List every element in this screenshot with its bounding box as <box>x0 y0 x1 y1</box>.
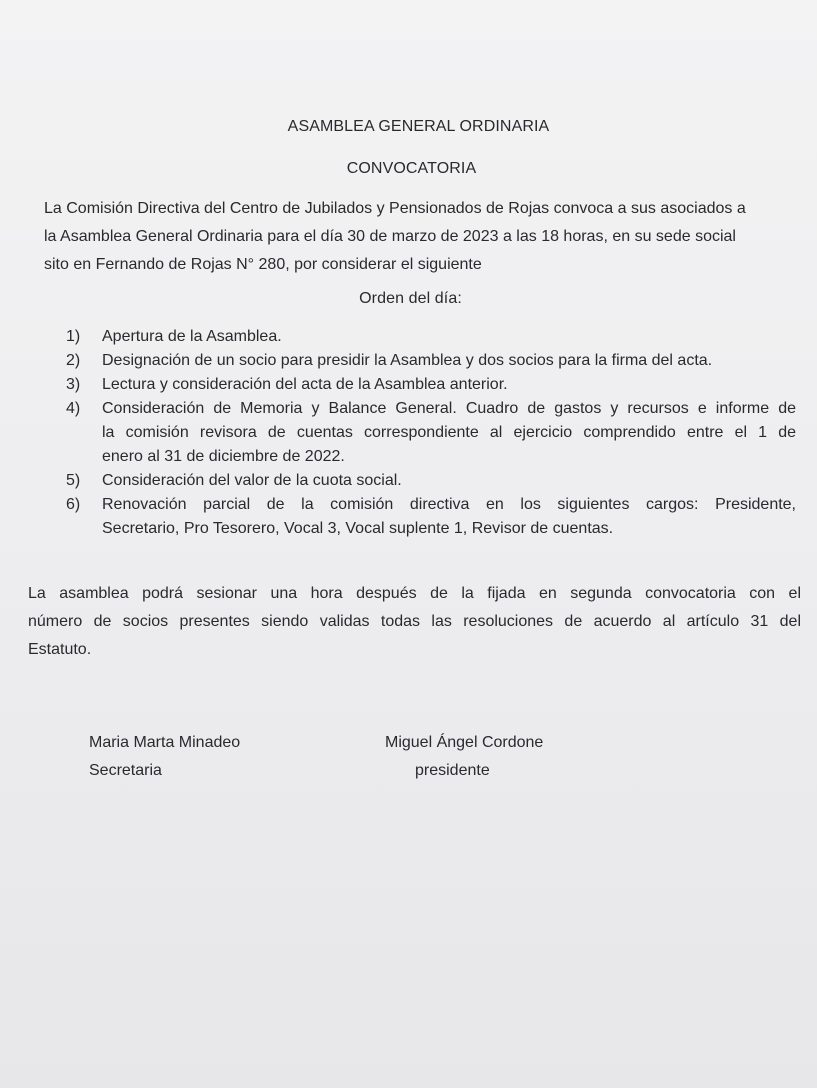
agenda-item <box>66 469 796 493</box>
agenda-item-number: 3) <box>66 376 81 393</box>
agenda-item-line: Apertura de la Asamblea. <box>102 328 282 345</box>
agenda-item-line: Consideración de Memoria y Balance General. Cuadro de gastos y recursos e informe de <box>102 400 796 417</box>
signature-name: Miguel Ángel Cordone <box>385 734 544 751</box>
agenda-item-line: Consideración del valor de la cuota social. <box>102 472 402 489</box>
agenda-item-text <box>102 373 796 397</box>
closing-line: número de socios presentes siendo validas todas las resoluciones de acuerdo al artículo 31 del <box>28 613 801 630</box>
agenda-item-line: Designación de un socio para presidir la Asamblea y dos socios para la firma del acta. <box>102 352 713 369</box>
signature-block-president <box>385 729 543 785</box>
agenda-list <box>66 325 796 541</box>
agenda-item-text <box>102 325 796 349</box>
agenda-item <box>66 325 796 349</box>
agenda-item <box>66 349 796 373</box>
document-subtitle: CONVOCATORIA <box>346 160 477 177</box>
agenda-item-number: 2) <box>66 352 81 369</box>
intro-line: sito en Fernando de Rojas N° 280, por considerar el siguiente <box>44 256 482 273</box>
signature-role: presidente <box>415 762 490 779</box>
intro-line: la Asamblea General Ordinaria para el día 30 de marzo de 2023 a las 18 horas, en su sede social <box>44 228 736 245</box>
intro-paragraph <box>44 195 789 279</box>
agenda-item-line: Secretario, Pro Tesorero, Vocal 3, Vocal suplente 1, Revisor de cuentas. <box>102 520 614 537</box>
agenda-item <box>66 397 796 469</box>
agenda-item-number: 5) <box>66 472 81 489</box>
agenda-item-text <box>102 397 796 469</box>
document-title: ASAMBLEA GENERAL ORDINARIA <box>287 118 550 135</box>
agenda-item-text <box>102 349 796 373</box>
signature-name: Maria Marta Minadeo <box>89 734 241 751</box>
signature-role: Secretaria <box>89 762 162 779</box>
closing-line: La asamblea podrá sesionar una hora después de la fijada en segunda convocatoria con el <box>28 585 801 602</box>
agenda-item-line: enero al 31 de diciembre de 2022. <box>102 448 345 465</box>
agenda-item-line: Renovación parcial de la comisión directiva en los siguientes cargos: Presidente, <box>102 496 796 513</box>
agenda-item-line: la comisión revisora de cuentas correspondiente al ejercicio comprendido entre el 1 de <box>102 424 796 441</box>
agenda-item-text <box>102 493 796 541</box>
agenda-heading: Orden del día: <box>359 290 462 307</box>
agenda-item-number: 1) <box>66 328 81 345</box>
intro-line: La Comisión Directiva del Centro de Jubilados y Pensionados de Rojas convoca a sus asociados a <box>44 200 746 217</box>
agenda-item <box>66 373 796 397</box>
closing-paragraph <box>28 580 801 664</box>
signature-block-secretary <box>89 729 240 785</box>
agenda-item-text <box>102 469 796 493</box>
agenda-item-line: Lectura y consideración del acta de la Asamblea anterior. <box>102 376 508 393</box>
agenda-item-number: 4) <box>66 400 81 417</box>
closing-line: Estatuto. <box>28 641 92 658</box>
agenda-item-number: 6) <box>66 496 81 513</box>
agenda-item <box>66 493 796 541</box>
